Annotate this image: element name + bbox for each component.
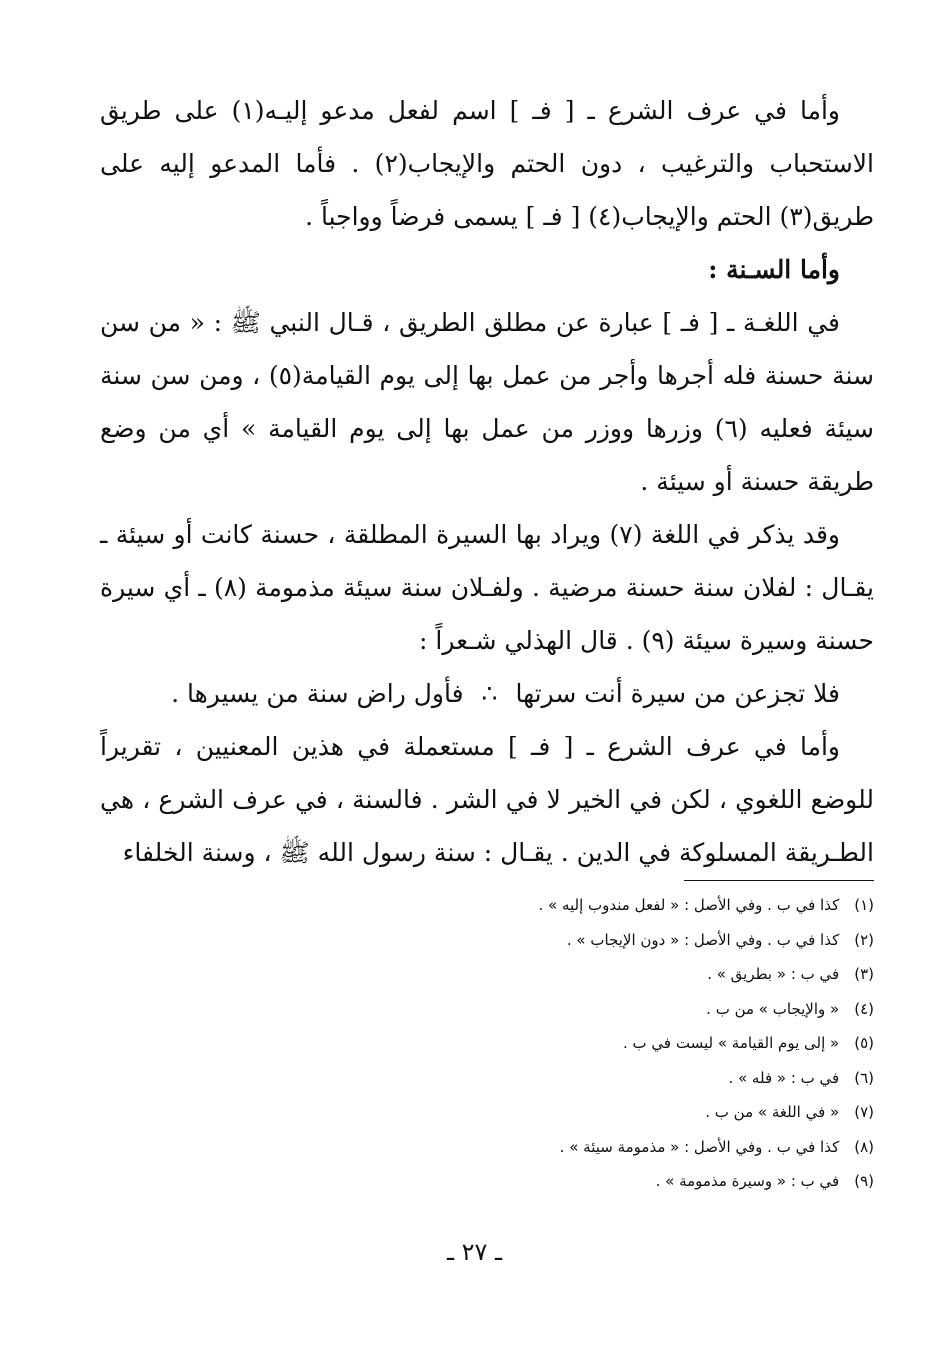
footnote-number: (٤)	[854, 999, 874, 1018]
footnote	[100, 923, 874, 958]
footnotes-list	[100, 888, 874, 1199]
footnote-number: (٢)	[854, 930, 874, 949]
footnote	[100, 888, 874, 923]
footnote-text: « في اللغة » من ب .	[705, 1103, 840, 1121]
footnote-text: في ب : « بطريق » .	[707, 965, 840, 983]
section-heading: وأما السـنة :	[708, 255, 840, 284]
footnote	[100, 992, 874, 1027]
paragraph-1: وأما في عرف الشرع ـ [ فـ ] اسم لفعل مدعو إليـه(١) على طريق الاستحباب والترغيب ، دون الحتم والإيجاب(٢) . فأما المدعو إليه على طريق(٣) الحتم والإيجاب(٤) [ فـ ] يسمى فرضاً وواجباً .	[100, 96, 874, 231]
footnote-text: في ب : « وسيرة مذمومة » .	[655, 1172, 840, 1190]
footnote-text: كذا في ب . وفي الأصل : « مذمومة سيئة » .	[559, 1137, 840, 1156]
verse-second-hemistich: فأول راض سنة من يسيرها .	[171, 679, 464, 708]
footnote-number: (٩)	[854, 1172, 874, 1190]
footnote-divider	[684, 880, 874, 881]
footnote	[100, 1164, 874, 1199]
verse-first-hemistich: فلا تجزعن من سيرة أنت سرتها	[515, 679, 840, 708]
footnote-number: (٦)	[854, 1068, 874, 1087]
footnote	[100, 1026, 874, 1061]
paragraph-2: في اللغـة ـ [ فـ ] عبارة عن مطلق الطريق ، قـال النبي ﷺ : « من سن سنة حسنة فله أجرها وأجر من عمل بها إلى يوم القيامة(٥) ، ومن سن سنة سيئة فعليه (٦) وزرها ووزر من عمل بها إلى يوم القيامة » أي من وضع طريقة حسنة أو سيئة .	[100, 308, 875, 496]
footnote	[100, 957, 874, 992]
footnote	[100, 1095, 874, 1130]
poetry-verse	[100, 667, 874, 720]
paragraph-3: وقد يذكر في اللغة (٧) ويراد بها السيرة المطلقة ، حسنة كانت أو سيئة ـ يقـال : لفلان سنة حسنة مرضية . ولفـلان سنة سيئة مذمومة (٨) ـ أي سيرة حسنة وسيرة سيئة (٩) . قال الهذلي شـعراً :	[100, 520, 874, 655]
footnote-text: « إلى يوم القيامة » ليست في ب .	[623, 1034, 840, 1052]
footnote-text: كذا في ب . وفي الأصل : « دون الإيجاب » .	[566, 930, 840, 949]
main-text	[100, 84, 874, 879]
footnote-number: (٣)	[854, 965, 874, 983]
footnote-text: كذا في ب . وفي الأصل : « لفعل مندوب إليه » .	[538, 896, 840, 914]
footnote-number: (٨)	[854, 1137, 874, 1156]
page-number: ـ ٢٧ ـ	[446, 1238, 503, 1266]
footnote	[100, 1130, 874, 1165]
paragraph-4: وأما في عرف الشرع ـ [ فـ ] مستعملة في هذين المعنيين ، تقريراً للوضع اللغوي ، لكن في الخير لا في الشر . فالسنة ، في عرف الشرع ، هي الطـريقة المسلوكة في الدين . يقـال : سنة رسول الله ﷺ ، وسنة الخلفاء	[100, 732, 874, 867]
footnote-text: « والإيجاب » من ب .	[706, 999, 840, 1018]
verse-separator: ∴	[481, 679, 498, 708]
footnote-number: (٧)	[854, 1103, 874, 1121]
footnote-text: في ب : « فله » .	[728, 1068, 840, 1087]
footnote-number: (٥)	[854, 1034, 874, 1052]
footnote-number: (١)	[854, 896, 874, 914]
footnote	[100, 1061, 874, 1096]
